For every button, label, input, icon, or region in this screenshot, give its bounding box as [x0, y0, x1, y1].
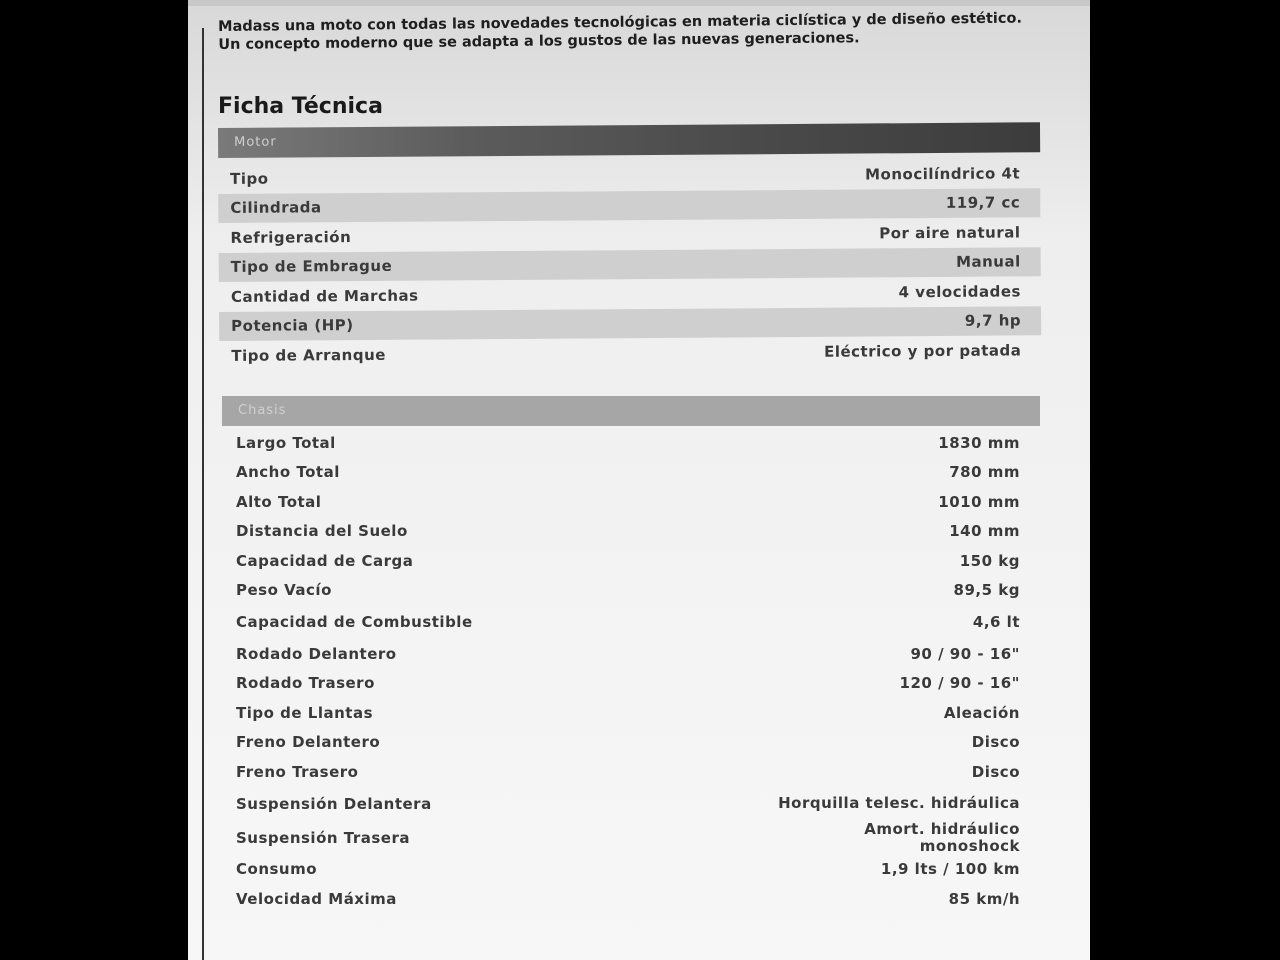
spec-value: Por aire natural [879, 223, 1021, 243]
chasis-section-header: Chasis [222, 396, 1040, 426]
spec-value: 780 mm [949, 463, 1020, 482]
spec-value: Disco [971, 762, 1020, 781]
spec-value: 85 km/h [948, 889, 1020, 908]
spec-value: Manual [955, 252, 1021, 272]
spec-row-distancia-suelo [224, 517, 1040, 547]
spec-row-freno-trasero [224, 757, 1040, 787]
spec-label: Distancia del Suelo [236, 522, 408, 541]
spec-row-velocidad-maxima [224, 884, 1040, 914]
spec-row-llantas [224, 698, 1040, 728]
spec-label: Consumo [236, 860, 318, 879]
spec-value: 9,7 hp [964, 311, 1022, 331]
spec-row-consumo [224, 855, 1040, 885]
spec-row-alto [224, 487, 1040, 517]
spec-label: Suspensión Trasera [236, 828, 410, 847]
spec-label: Tipo de Llantas [236, 703, 373, 722]
spec-label: Capacidad de Combustible [236, 613, 473, 631]
spec-value: 1,9 lts / 100 km [880, 860, 1020, 879]
spec-label: Cantidad de Marchas [230, 286, 419, 306]
spec-label: Tipo de Embrague [230, 257, 393, 277]
spec-value: 150 kg [959, 551, 1020, 570]
spec-row-ancho [224, 458, 1040, 488]
spec-label: Tipo de Arranque [231, 345, 386, 365]
spec-value: 90 / 90 - 16" [910, 644, 1020, 663]
spec-value: 140 mm [949, 522, 1020, 541]
spec-value: Disco [971, 733, 1020, 752]
spec-row-suspension-trasera [224, 821, 1040, 855]
spec-label: Largo Total [236, 433, 336, 452]
spec-label: Peso Vacío [236, 581, 332, 600]
spec-label: Cilindrada [230, 198, 322, 218]
spec-row-freno-delantero [224, 728, 1040, 758]
spec-value: 120 / 90 - 16" [899, 674, 1020, 693]
motor-spec-table [218, 158, 1041, 370]
spec-row-rodado-delantero [224, 639, 1040, 669]
spec-label: Rodado Delantero [236, 644, 397, 663]
intro-paragraph: Madass una moto con todas las novedades tecnológicas en materia ciclística y de diseño estético. Un concepto moderno que se adapta a los gustos de las nuevas generaciones. [218, 10, 1023, 53]
spec-row-arranque [219, 335, 1041, 370]
spec-value: Aleación [943, 703, 1020, 722]
spec-label: Rodado Trasero [236, 674, 375, 693]
spec-value: Horquilla telesc. hidráulica [778, 794, 1020, 812]
spec-page [188, 0, 1090, 960]
spec-row-combustible [224, 605, 1040, 639]
top-divider [188, 0, 1090, 6]
left-border-line [202, 28, 204, 960]
spec-row-largo [224, 428, 1040, 458]
spec-label: Suspensión Delantera [236, 794, 432, 813]
page-title: Ficha Técnica [218, 94, 383, 119]
spec-row-suspension-delantera [224, 787, 1040, 821]
spec-row-capacidad-carga [224, 546, 1040, 576]
spec-label: Freno Delantero [236, 733, 381, 752]
motor-section-header: Motor [218, 122, 1040, 158]
chasis-spec-table [224, 428, 1040, 914]
spec-value: 1010 mm [938, 492, 1020, 511]
spec-value: 89,5 kg [953, 581, 1020, 600]
spec-label: Potencia (HP) [231, 316, 354, 336]
spec-label: Alto Total [236, 492, 322, 511]
spec-value: Amort. hidráulico monoshock [864, 819, 1020, 855]
spec-value: 1830 mm [938, 433, 1020, 452]
spec-value: 119,7 cc [945, 193, 1021, 213]
spec-label: Velocidad Máxima [236, 889, 397, 908]
spec-label: Tipo [230, 169, 269, 188]
spec-value: 4 velocidades [898, 282, 1021, 302]
spec-row-peso-vacio [224, 576, 1040, 606]
spec-value: 4,6 lt [972, 612, 1020, 631]
spec-value: Eléctrico y por patada [823, 341, 1022, 361]
spec-label: Refrigeración [230, 227, 352, 247]
spec-row-rodado-trasero [224, 669, 1040, 699]
spec-label: Capacidad de Carga [236, 551, 414, 570]
spec-label: Ancho Total [236, 463, 340, 482]
spec-label: Freno Trasero [236, 762, 359, 781]
spec-value: Monocilíndrico 4t [865, 164, 1021, 184]
